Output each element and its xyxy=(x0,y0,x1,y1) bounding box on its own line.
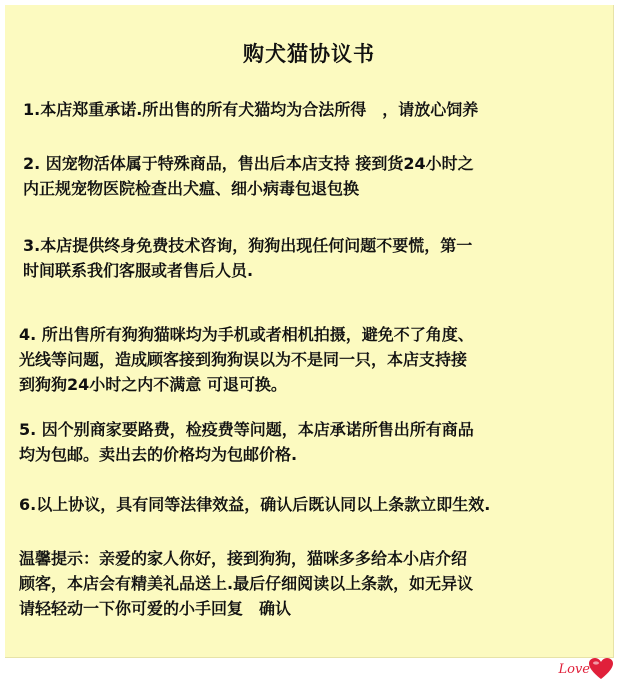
clause-line: 温馨提示：亲爱的家人你好，接到狗狗，猫咪多多给本小店介绍 xyxy=(19,549,468,568)
clause-line: 到狗狗24小时之内不满意 可退可换。 xyxy=(19,375,287,394)
clause-4 xyxy=(19,322,474,397)
clause-line: 内正规宠物医院检查出犬瘟、细小病毒包退包换 xyxy=(23,179,360,198)
clause-line: 4. 所出售所有狗狗猫咪均为手机或者相机拍摄，避免不了角度、 xyxy=(19,325,474,344)
heart-icon xyxy=(588,657,614,681)
clause-6 xyxy=(19,492,490,517)
clause-1 xyxy=(23,97,478,122)
clause-3 xyxy=(23,233,472,283)
clause-line: 6.以上协议，具有同等法律效益，确认后既认同以上条款立即生效. xyxy=(19,495,491,514)
clause-5 xyxy=(19,417,474,467)
agreement-panel xyxy=(5,5,614,658)
warm-reminder xyxy=(19,546,473,621)
clause-line: 1.本店郑重承诺.所出售的所有犬猫均为合法所得 ，请放心饲养 xyxy=(23,100,479,119)
clause-line: 请轻轻动一下你可爱的小手回复 确认 xyxy=(19,599,292,618)
clause-line: 均为包邮。卖出去的价格均为包邮价格. xyxy=(19,445,298,464)
clause-line: 光线等问题，造成顾客接到狗狗误以为不是同一只，本店支持接 xyxy=(19,350,468,369)
love-logo xyxy=(559,657,615,681)
page-title: 购犬猫协议书 xyxy=(243,42,375,66)
clause-line: 5. 因个别商家要路费，检疫费等问题，本店承诺所售出所有商品 xyxy=(19,420,474,439)
clause-line: 时间联系我们客服或者售后人员. xyxy=(23,261,254,280)
love-text: Love xyxy=(558,661,590,677)
clause-line: 2. 因宠物活体属于特殊商品，售出后本店支持 接到货24小时之 xyxy=(23,154,474,173)
clause-line: 顾客，本店会有精美礼品送上.最后仔细阅读以上条款，如无异议 xyxy=(19,574,474,593)
clause-2 xyxy=(23,151,474,201)
clause-line: 3.本店提供终身免费技术咨询，狗狗出现任何问题不要慌，第一 xyxy=(23,236,473,255)
